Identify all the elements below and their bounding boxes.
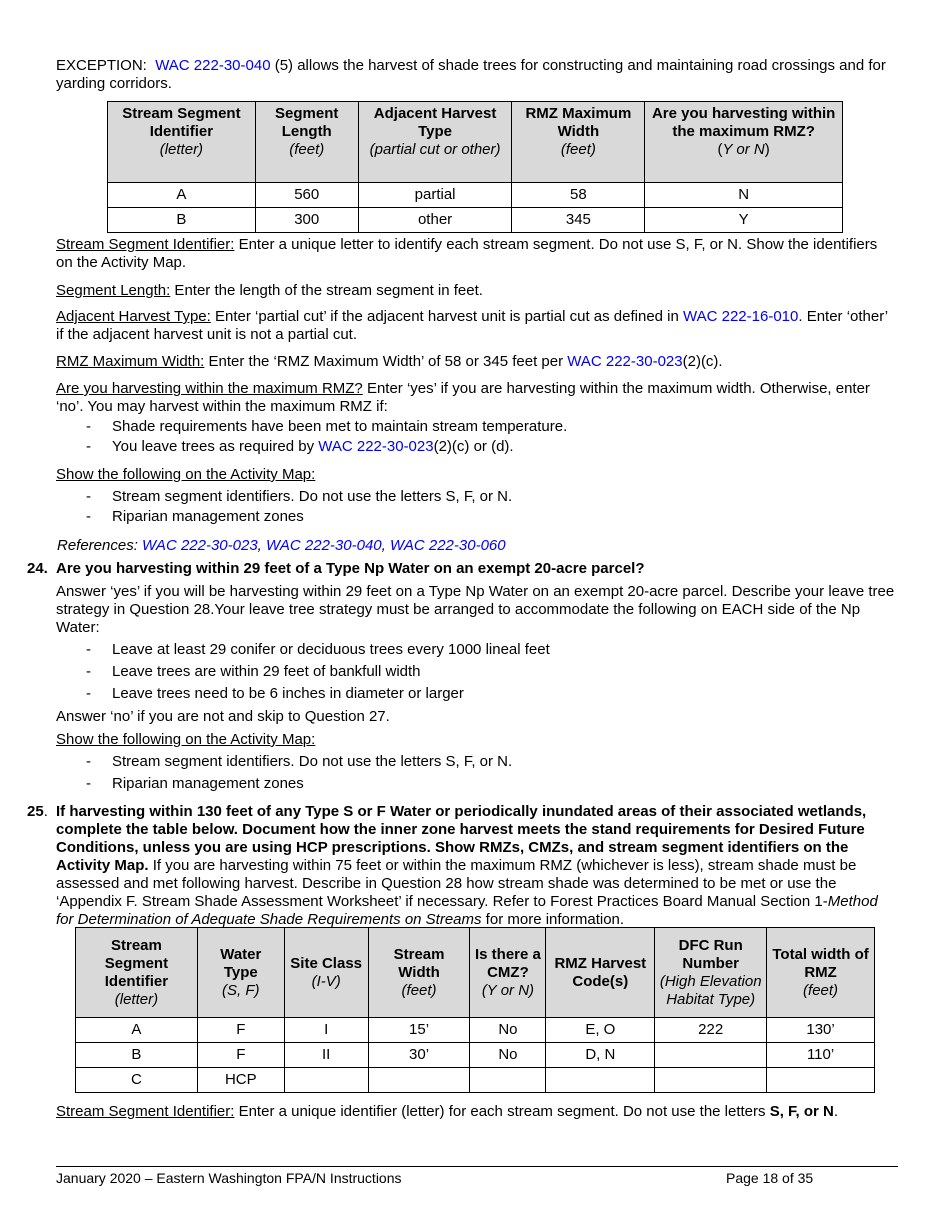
table-cell (368, 1068, 470, 1093)
show-activity-map-label: Show the following on the Activity Map: (56, 466, 316, 483)
def-harvesting-within-rmz: Are you harvesting within the maximum RMZ? Enter ‘yes’ if you are harvesting within the maximum width. Otherwise, enter ‘no’. You may harvest within the maximum RMZ if: (56, 380, 870, 415)
list-item: - Leave trees need to be 6 inches in diameter or larger (56, 684, 898, 706)
table-cell: 110’ (767, 1043, 875, 1068)
table-cell: F (197, 1018, 284, 1043)
def-stream-segment-identifier-2: Stream Segment Identifier: Enter a unique identifier (letter) for each stream segment. Do not use the letters S, F, or N. (56, 1103, 839, 1120)
col-header-total-width-rmz: Total width of RMZ (feet) (767, 928, 875, 1018)
table-row (76, 1043, 875, 1068)
activity-map-list (56, 752, 898, 796)
question-25-text: If harvesting within 130 feet of any Type S or F Water or periodically inundated areas of their associated wetlands, complete the table below. Document how the inner zone harvest meets the stand requirements for Desired Future Conditions, unless you are using HCP prescriptions. Show RMZs, CMZs, and stream segment identifiers on the Activity Map. If you are harvesting within 75 feet or within the maximum RMZ (whichever is less), stream shade must be assessed and met following harvest. Describe in Question 28 how stream shade was determined to be met or use the ‘Appendix F. Stream Shade Assessment Worksheet’ if necessary. Refer to Forest Practices Board Manual Section 1-Method for Determination of Adequate Shade Requirements on Streams for more information. (56, 803, 878, 928)
list-item: - You leave trees as required by WAC 222-30-023(2)(c) or (d). (56, 437, 898, 457)
table-cell: A (108, 183, 256, 208)
wac-222-30-023-link[interactable]: WAC 222-30-023 (142, 537, 258, 554)
col-header-stream-segment-identifier: Stream Segment Identifier (letter) (76, 928, 198, 1018)
exception-label: EXCEPTION: (56, 57, 147, 74)
col-header-stream-segment-identifier: Stream Segment Identifier (letter) (108, 102, 256, 183)
table-cell: B (108, 208, 256, 233)
stream-harvest-table (75, 927, 875, 1093)
table-cell: E, O (546, 1018, 655, 1043)
table-header-row (76, 928, 875, 1018)
table-cell: HCP (197, 1068, 284, 1093)
col-header-segment-length: Segment Length (feet) (255, 102, 358, 183)
table-cell: 58 (512, 183, 645, 208)
activity-map-list (56, 487, 898, 527)
table-cell: A (76, 1018, 198, 1043)
col-header-rmz-harvest-codes: RMZ Harvest Code(s) (546, 928, 655, 1018)
table-cell (655, 1068, 767, 1093)
list-item: - Riparian management zones (56, 507, 898, 527)
wac-222-16-010-link[interactable]: WAC 222-16-010 (683, 308, 799, 325)
def-rmz-maximum-width: RMZ Maximum Width: Enter the ‘RMZ Maximum Width’ of 58 or 345 feet per WAC 222-30-023(2)(c). (56, 353, 723, 370)
def-adjacent-harvest-type: Adjacent Harvest Type: Enter ‘partial cut’ if the adjacent harvest unit is partial cut as defined in WAC 222-16-010. Enter ‘other’ if the adjacent harvest unit is not a partial cut. (56, 308, 888, 343)
table-cell (546, 1068, 655, 1093)
def-stream-segment-identifier: Stream Segment Identifier: Enter a unique letter to identify each stream segment. Do not use S, F, or N. Show the identifiers on the Activity Map. (56, 236, 878, 271)
col-header-water-type: Water Type (S, F) (197, 928, 284, 1018)
table-row (108, 183, 843, 208)
table-cell: partial (358, 183, 512, 208)
table-cell (470, 1068, 546, 1093)
table-cell: N (645, 183, 843, 208)
table-cell: other (358, 208, 512, 233)
list-item: - Leave trees are within 29 feet of bankfull width (56, 662, 898, 684)
table-cell: No (470, 1018, 546, 1043)
col-header-cmz: Is there a CMZ? (Y or N) (470, 928, 546, 1018)
exception-paragraph (56, 57, 898, 93)
wac-222-30-023-link[interactable]: WAC 222-30-023 (567, 353, 683, 370)
table-cell (767, 1068, 875, 1093)
table-cell: No (470, 1043, 546, 1068)
table-cell: 130’ (767, 1018, 875, 1043)
table-cell: 560 (255, 183, 358, 208)
list-item: - Stream segment identifiers. Do not use the letters S, F, or N. (56, 487, 898, 507)
question-24-intro: Answer ‘yes’ if you will be harvesting within 29 feet on a Type Np Water on an exempt 20-acre parcel. Describe your leave tree strategy in Question 28.Your leave tree strategy must be arranged to accommodate the following on EACH side of the Np Water: (56, 583, 895, 636)
table-cell: B (76, 1043, 198, 1068)
exception-text: (5) allows the harvest of shade trees for constructing and maintaining road crossings and for yarding corridors. (56, 57, 886, 92)
table-cell: Y (645, 208, 843, 233)
table-row (76, 1068, 875, 1093)
list-item: - Stream segment identifiers. Do not use the letters S, F, or N. (56, 752, 898, 774)
wac-222-30-040-link[interactable]: WAC 222-30-040 (266, 537, 382, 554)
show-activity-map-label: Show the following on the Activity Map: (56, 731, 316, 748)
question-24-no-text: Answer ‘no’ if you are not and skip to Question 27. (56, 708, 390, 725)
footer-document-title: January 2020 – Eastern Washington FPA/N Instructions (56, 1170, 402, 1186)
table-cell: C (76, 1068, 198, 1093)
table-row (76, 1018, 875, 1043)
rmz-conditions-list (56, 417, 898, 457)
question-25-number: 25. (27, 803, 48, 820)
table-row (108, 208, 843, 233)
col-header-site-class: Site Class (I-V) (284, 928, 368, 1018)
table-header-row (108, 102, 843, 183)
table-cell (655, 1043, 767, 1068)
def-segment-length: Segment Length: Enter the length of the stream segment in feet. (56, 282, 483, 299)
table-cell: II (284, 1043, 368, 1068)
wac-222-30-023-link[interactable]: WAC 222-30-023 (318, 438, 434, 455)
table-cell: 30’ (368, 1043, 470, 1068)
col-header-dfc-run-number: DFC Run Number (High Elevation Habitat Type) (655, 928, 767, 1018)
list-item: - Shade requirements have been met to maintain stream temperature. (56, 417, 898, 437)
question-24-number: 24. (27, 560, 48, 577)
table-cell: D, N (546, 1043, 655, 1068)
table-cell: 222 (655, 1018, 767, 1043)
table-cell: 345 (512, 208, 645, 233)
wac-222-30-060-link[interactable]: WAC 222-30-060 (389, 537, 506, 554)
rmz-maximum-table (107, 101, 843, 233)
table-cell: 300 (255, 208, 358, 233)
col-header-stream-width: Stream Width (feet) (368, 928, 470, 1018)
table-cell: I (284, 1018, 368, 1043)
list-item: - Leave at least 29 conifer or deciduous trees every 1000 lineal feet (56, 640, 898, 662)
footer-page-number: Page 18 of 35 (726, 1170, 814, 1186)
table-cell: F (197, 1043, 284, 1068)
question-24-title: Are you harvesting within 29 feet of a Type Np Water on an exempt 20-acre parcel? (56, 560, 645, 577)
table-cell: 15’ (368, 1018, 470, 1043)
table-cell (284, 1068, 368, 1093)
col-header-adjacent-harvest-type: Adjacent Harvest Type (partial cut or other) (358, 102, 512, 183)
col-header-rmz-maximum-width: RMZ Maximum Width (feet) (512, 102, 645, 183)
wac-222-30-040-link[interactable]: WAC 222-30-040 (155, 57, 271, 74)
leave-tree-list (56, 640, 898, 706)
list-item: - Riparian management zones (56, 774, 898, 796)
footer-divider (56, 1166, 898, 1167)
col-header-harvesting-within-rmz: Are you harvesting within the maximum RMZ? (Y or N) (645, 102, 843, 183)
references-line: References: WAC 222-30-023, WAC 222-30-040, WAC 222-30-060 (57, 537, 506, 554)
